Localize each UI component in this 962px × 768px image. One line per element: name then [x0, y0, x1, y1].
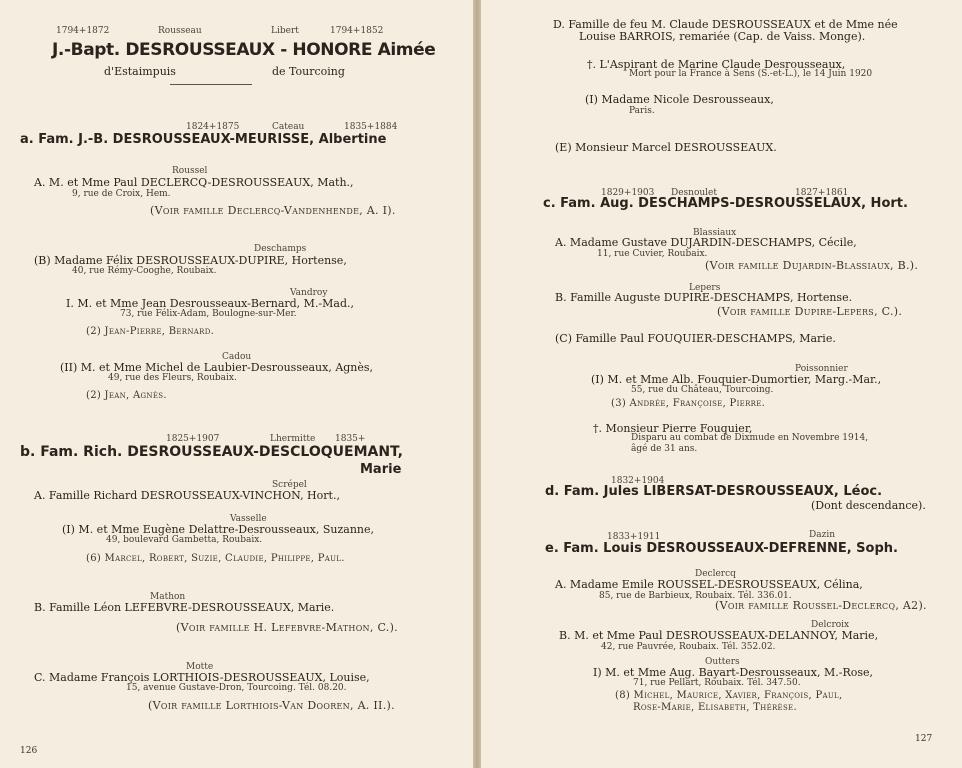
entry-b-AI-address: 49, boulevard Gambetta, Roubaix.	[106, 535, 263, 545]
right-page	[481, 0, 962, 768]
entry-c-CI: (I) M. et Mme Alb. Fouquier-Dumortier, Marg.-Mar.,	[591, 373, 882, 386]
section-d-note: (Dont descendance).	[811, 499, 926, 512]
b-AI-small: Vasselle	[230, 514, 267, 524]
section-e-title: e. Fam. Louis DESROUSSEAUX-DEFRENNE, Soph.	[545, 541, 898, 556]
entry-D-line2: Louise BARROIS, remariée (Cap. de Vaiss. Monge).	[579, 30, 866, 43]
section-c-small-name: Desnoulet	[671, 188, 717, 198]
entry-c-A-voir: (Voir famille Dujardin-Blassiaux, B.).	[705, 259, 919, 272]
section-c-title: c. Fam. Aug. DESCHAMPS-DESROUSSELAUX, Hort.	[543, 196, 908, 211]
entry-e-A-address: 85, rue de Barbieux, Roubaix. Tél. 336.01.	[599, 591, 792, 601]
header-place-left: d'Estaimpuis	[104, 65, 176, 78]
a-BII-small: Cadou	[222, 352, 252, 362]
a-A-small: Roussel	[172, 166, 208, 176]
entry-a-BI: I. M. et Mme Jean Desrousseaux-Bernard, M.-Mad.,	[66, 297, 355, 310]
entry-b-AI: (I) M. et Mme Eugène Delattre-Desrousseaux, Suzanne,	[62, 523, 375, 536]
entry-b-A: A. Famille Richard DESROUSSEAUX-VINCHON, Hort.,	[34, 489, 340, 502]
entry-a-BII: (II) M. et Mme Michel de Laubier-Desrousseaux, Agnès,	[60, 361, 374, 374]
e-B-small: Delcroix	[811, 620, 850, 630]
entry-c-C-monsieur: †. Monsieur Pierre Fouquier,	[593, 422, 753, 435]
entry-E: (E) Monsieur Marcel DESROUSSEAUX.	[555, 141, 777, 154]
entry-D-aspirant-note: Mort pour la France à Sens (S.-et-L.), le 14 Juin 1920	[629, 69, 873, 79]
section-b-title: b. Fam. Rich. DESROUSSEAUX-DESCLOQUEMANT,	[20, 444, 403, 460]
header-place-right: de Tourcoing	[272, 65, 345, 78]
entry-D-I: (I) Madame Nicole Desrousseaux,	[585, 93, 774, 106]
e-A-small: Declercq	[695, 569, 736, 579]
page-number-left: 126	[20, 746, 38, 756]
entry-c-A-address: 11, rue Cuvier, Roubaix.	[597, 249, 708, 259]
entry-b-C-address: 15, avenue Gustave-Dron, Tourcoing. Tél. 08.20.	[126, 683, 347, 693]
entry-e-BI-children: (8) Michel, Maurice, Xavier, François, Paul,	[615, 690, 843, 701]
b-A-small: Scrépel	[272, 480, 307, 490]
page-number-right: 127	[915, 734, 933, 744]
section-a-dates-left: 1824+1875	[186, 122, 240, 132]
b-B-small: Mathon	[150, 592, 186, 602]
header-libert-small: Libert	[271, 26, 299, 36]
header-maiden-small: Rousseau	[158, 26, 202, 36]
entry-a-A: A. M. et Mme Paul DECLERCQ-DESROUSSEAUX, Math.,	[34, 176, 354, 189]
entry-D-I-address: Paris.	[629, 106, 655, 116]
entry-c-C-monsieur-note: Disparu au combat de Dixmude en Novembre 1914,	[631, 433, 869, 443]
header-dates-left: 1794+1872	[56, 26, 110, 36]
c-B-small: Lepers	[689, 283, 721, 293]
entry-c-C: (C) Famille Paul FOUQUIER-DESCHAMPS, Marie.	[555, 332, 836, 345]
section-e-dates: 1833+1911	[607, 532, 661, 542]
entry-a-B: (B) Madame Félix DESROUSSEAUX-DUPIRE, Hortense,	[34, 254, 347, 267]
section-b-title-line2: Marie	[360, 462, 402, 477]
entry-a-B-address: 40, rue Rémy-Cooghe, Roubaix.	[72, 266, 217, 276]
entry-a-BI-address: 73, rue Félix-Adam, Boulogne-sur-Mer.	[120, 309, 297, 319]
section-b-dates-left: 1825+1907	[166, 434, 220, 444]
e-BI-small: Outters	[705, 657, 740, 667]
book-gutter	[473, 0, 481, 768]
section-b-dates-right: 1835+	[335, 434, 366, 444]
entry-a-BII-children: (2) Jean, Agnès.	[86, 390, 167, 401]
entry-c-CI-children: (3) Andrée, Françoise, Pierre.	[611, 398, 766, 409]
header-divider	[170, 84, 252, 85]
entry-c-CI-address: 55, rue du Château, Tourcoing.	[631, 385, 774, 395]
header-dates-right: 1794+1852	[330, 26, 384, 36]
section-a-small-name: Cateau	[272, 122, 305, 132]
section-a-title: a. Fam. J.-B. DESROUSSEAUX-MEURISSE, Albertine	[20, 132, 387, 147]
entry-D-aspirant: †. L'Aspirant de Marine Claude Desrousseaux,	[587, 58, 846, 71]
entry-c-A: A. Madame Gustave DUJARDIN-DESCHAMPS, Cécile,	[555, 236, 857, 249]
entry-a-A-voir: (Voir famille Declercq-Vandenhende, A. I).	[150, 204, 396, 217]
entry-a-BI-children: (2) Jean-Pierre, Bernard.	[86, 326, 215, 337]
entry-e-BI-address: 71, rue Pellart, Roubaix. Tél. 347.50.	[633, 678, 801, 688]
c-CI-small: Poissonnier	[795, 364, 848, 374]
section-c-dates-left: 1829+1903	[601, 188, 655, 198]
entry-e-A: A. Madame Emile ROUSSEL-DESROUSSEAUX, Célina,	[555, 578, 863, 591]
entry-b-C-voir: (Voir famille Lorthiois-Van Dooren, A. II.).	[148, 699, 395, 712]
entry-c-B: B. Famille Auguste DUPIRE-DESCHAMPS, Hortense.	[555, 291, 853, 304]
entry-e-B-address: 42, rue Pauvrée, Roubaix. Tél. 352.02.	[601, 642, 776, 652]
entry-c-B-voir: (Voir famille Dupire-Lepers, C.).	[717, 305, 903, 318]
entry-c-C-monsieur-age: âgé de 31 ans.	[631, 444, 698, 454]
entry-e-B: B. M. et Mme Paul DESROUSSEAUX-DELANNOY, Marie,	[559, 629, 879, 642]
page-title: J.-Bapt. DESROUSSEAUX - HONORE Aimée	[52, 40, 436, 60]
a-BI-small: Vandroy	[290, 288, 328, 298]
entry-b-AI-children: (6) Marcel, Robert, Suzie, Claudie, Philippe, Paul.	[86, 553, 345, 564]
entry-a-BII-address: 49, rue des Fleurs, Roubaix.	[108, 373, 237, 383]
entry-e-BI: I) M. et Mme Aug. Bayart-Desrousseaux, M.-Rose,	[593, 666, 874, 679]
a-B-small: Deschamps	[254, 244, 307, 254]
section-e-small-name: Dazin	[809, 530, 835, 540]
section-c-dates-right: 1827+1861	[795, 188, 849, 198]
entry-D: D. Famille de feu M. Claude DESROUSSEAUX et de Mme née	[553, 18, 898, 31]
section-d-dates: 1832+1904	[611, 476, 665, 486]
entry-b-B: B. Famille Léon LEFEBVRE-DESROUSSEAUX, Marie.	[34, 601, 335, 614]
entry-b-B-voir: (Voir famille H. Lefebvre-Mathon, C.).	[176, 621, 398, 634]
section-a-dates-right: 1835+1884	[344, 122, 398, 132]
entry-b-C: C. Madame François LORTHIOIS-DESROUSSEAUX, Louise,	[34, 671, 370, 684]
entry-e-BI-children-line2: Rose-Marie, Elisabeth, Thérèse.	[633, 702, 797, 713]
c-A-small: Blassiaux	[693, 228, 737, 238]
section-d-title: d. Fam. Jules LIBERSAT-DESROUSSEAUX, Léoc.	[545, 484, 883, 499]
section-b-small-name: Lhermitte	[270, 434, 316, 444]
entry-e-A-voir: (Voir famille Roussel-Declercq, A2).	[715, 599, 927, 612]
b-C-small: Motte	[186, 662, 214, 672]
left-page	[0, 0, 473, 768]
entry-a-A-address: 9, rue de Croix, Hem.	[72, 189, 171, 199]
